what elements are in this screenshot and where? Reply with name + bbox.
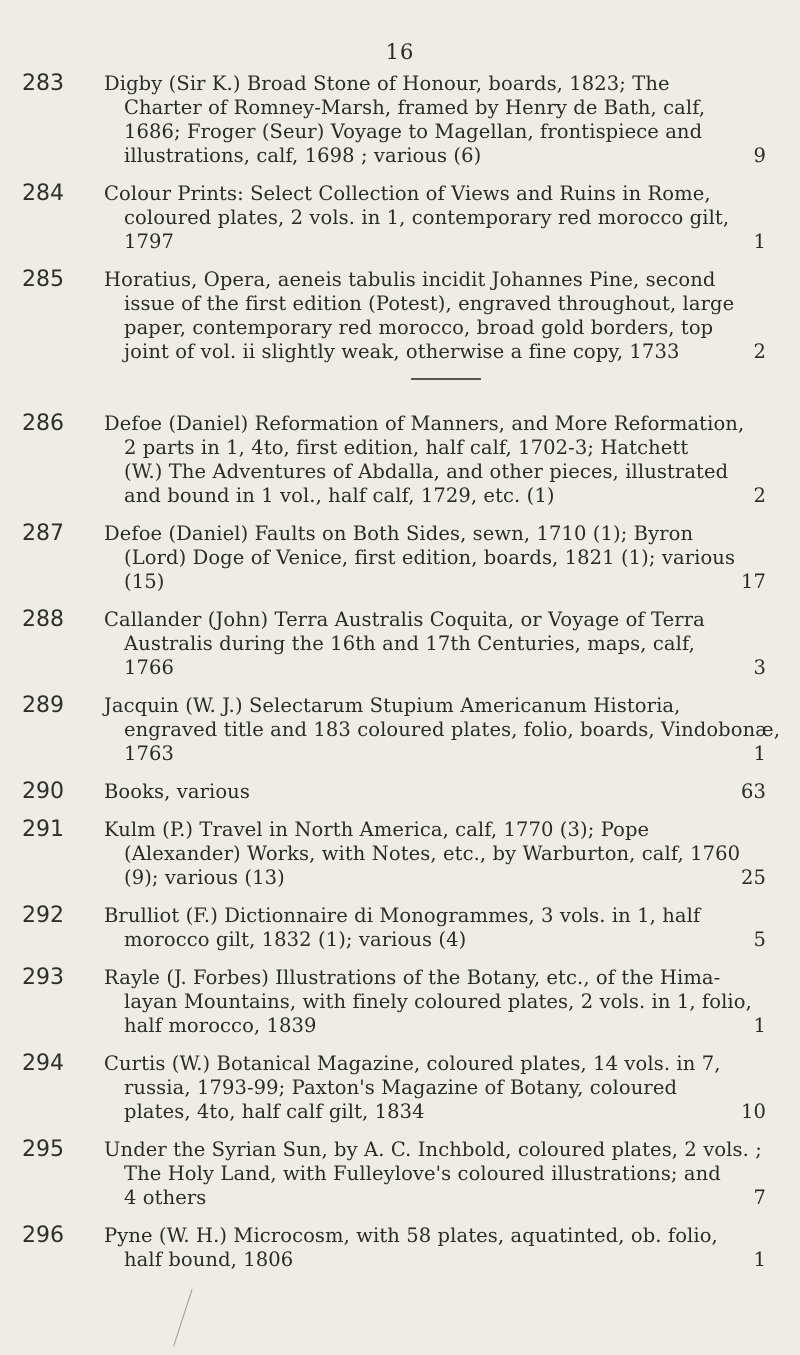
entry-last-line [104, 1014, 766, 1038]
entry-line: (9); various (13) [124, 866, 285, 889]
catalogue-entry [0, 522, 800, 594]
entry-last-line [104, 1100, 766, 1124]
entry-last-line [104, 780, 766, 804]
lot-number: 292 [22, 903, 64, 928]
entry-line: (Lord) Doge of Venice, first edition, boards, 1821 (1); various [124, 546, 736, 569]
entry-line: engraved title and 183 coloured plates, folio, boards, Vindobonæ, [124, 718, 780, 741]
entry-line: Curtis (W.) Botanical Magazine, coloured plates, 14 vols. in 7, [104, 1052, 721, 1075]
entry-line: Pyne (W. H.) Microcosm, with 58 plates, aquatinted, ob. folio, [104, 1224, 718, 1247]
item-count: 7 [753, 1186, 766, 1209]
entry-last-line [104, 570, 766, 594]
lot-number: 288 [22, 607, 64, 632]
entry-line: Defoe (Daniel) Reformation of Manners, and More Reformation, [104, 412, 745, 435]
lot-number: 293 [22, 965, 64, 990]
lot-number: 290 [22, 779, 64, 804]
entry-line: Defoe (Daniel) Faults on Both Sides, sewn, 1710 (1); Byron [104, 522, 694, 545]
entry-line: (W.) The Adventures of Abdalla, and other pieces, illustrated [124, 460, 729, 483]
entry-last-line [104, 866, 766, 890]
entry-last-line [104, 1186, 766, 1210]
entry-last-line [104, 230, 766, 254]
entry-line: Callander (John) Terra Australis Coquita, or Voyage of Terra [104, 608, 705, 631]
catalogue-entry [0, 412, 800, 508]
entry-line: morocco gilt, 1832 (1); various (4) [124, 928, 467, 951]
entry-last-line [104, 144, 766, 168]
catalogue-entries [0, 72, 800, 1286]
entry-description [104, 818, 766, 890]
entry-last-line [104, 742, 766, 766]
item-count: 1 [753, 742, 766, 765]
entry-description [104, 966, 766, 1038]
entry-description [104, 694, 780, 766]
catalogue-entry [0, 1138, 800, 1210]
entry-last-line [104, 928, 766, 952]
entry-line: joint of vol. ii slightly weak, otherwise a fine copy, 1733 [124, 340, 680, 363]
entry-group [0, 412, 800, 1272]
entry-line: Australis during the 16th and 17th Centuries, maps, calf, [124, 632, 695, 655]
entry-line: Horatius, Opera, aeneis tabulis incidit Johannes Pine, second [104, 268, 716, 291]
lot-number: 287 [22, 521, 64, 546]
entry-description [104, 182, 766, 254]
catalogue-entry [0, 966, 800, 1038]
entry-line: Rayle (J. Forbes) Illustrations of the Botany, etc., of the Hima- [104, 966, 721, 989]
entry-description [104, 72, 766, 168]
lot-number: 295 [22, 1137, 64, 1162]
catalogue-entry [0, 818, 800, 890]
entry-last-line [104, 340, 766, 364]
lot-number: 289 [22, 693, 64, 718]
entry-description [104, 268, 766, 364]
entry-line: layan Mountains, with finely coloured plates, 2 vols. in 1, folio, [124, 990, 752, 1013]
catalogue-entry [0, 1224, 800, 1272]
entry-description [104, 1138, 766, 1210]
lot-number: 286 [22, 411, 64, 436]
item-count: 3 [753, 656, 766, 679]
entry-line: Charter of Romney-Marsh, framed by Henry de Bath, calf, [124, 96, 706, 119]
entry-line: The Holy Land, with Fulleylove's coloured illustrations; and [124, 1162, 721, 1185]
item-count: 2 [753, 340, 766, 363]
item-count: 63 [740, 780, 766, 803]
entry-line: coloured plates, 2 vols. in 1, contemporary red morocco gilt, [124, 206, 730, 229]
entry-description [104, 608, 766, 680]
item-count: 2 [753, 484, 766, 507]
entry-line: Colour Prints: Select Collection of Views and Ruins in Rome, [104, 182, 711, 205]
entry-description [104, 1052, 766, 1124]
catalogue-entry [0, 268, 800, 364]
entry-line: Under the Syrian Sun, by A. C. Inchbold, coloured plates, 2 vols. ; [104, 1138, 762, 1161]
entry-line: 1766 [124, 656, 175, 679]
catalogue-entry [0, 182, 800, 254]
pencil-mark [173, 1289, 206, 1351]
entry-last-line [104, 484, 766, 508]
entry-description [104, 522, 766, 594]
entry-line: (15) [124, 570, 165, 593]
entry-line: 1763 [124, 742, 175, 765]
entry-line: Kulm (P.) Travel in North America, calf, 1770 (3); Pope [104, 818, 650, 841]
entry-line: 1686; Froger (Seur) Voyage to Magellan, frontispiece and [124, 120, 703, 143]
entry-description [104, 904, 766, 952]
entry-line: paper, contemporary red morocco, broad gold borders, top [124, 316, 714, 339]
item-count: 17 [740, 570, 766, 593]
entry-line: Books, various [104, 780, 250, 803]
entry-line: and bound in 1 vol., half calf, 1729, etc. (1) [124, 484, 555, 507]
catalogue-entry [0, 694, 800, 766]
entry-line: 2 parts in 1, 4to, first edition, half calf, 1702-3; Hatchett [124, 436, 689, 459]
entry-line: Brulliot (F.) Dictionnaire di Monogrammes, 3 vols. in 1, half [104, 904, 701, 927]
entry-last-line [104, 656, 766, 680]
entry-line: 4 others [124, 1186, 207, 1209]
entry-line: russia, 1793-99; Paxton's Magazine of Botany, coloured [124, 1076, 678, 1099]
item-count: 5 [753, 928, 766, 951]
lot-number: 294 [22, 1051, 64, 1076]
entry-line: issue of the first edition (Potest), engraved throughout, large [124, 292, 735, 315]
catalogue-entry [0, 1052, 800, 1124]
lot-number: 291 [22, 817, 64, 842]
catalogue-entry [0, 904, 800, 952]
item-count: 1 [753, 1014, 766, 1037]
entry-line: Jacquin (W. J.) Selectarum Stupium Americanum Historia, [104, 694, 681, 717]
entry-description [104, 1224, 766, 1272]
item-count: 10 [740, 1100, 766, 1123]
item-count: 1 [753, 1248, 766, 1271]
entry-last-line [104, 1248, 766, 1272]
entry-description [104, 780, 766, 804]
section-divider [411, 378, 481, 380]
entry-line: Digby (Sir K.) Broad Stone of Honour, boards, 1823; The [104, 72, 670, 95]
catalogue-entry [0, 780, 800, 804]
item-count: 25 [740, 866, 766, 889]
entry-line: plates, 4to, half calf gilt, 1834 [124, 1100, 425, 1123]
lot-number: 296 [22, 1223, 64, 1248]
lot-number: 285 [22, 267, 64, 292]
entry-line: half morocco, 1839 [124, 1014, 317, 1037]
entry-line: 1797 [124, 230, 175, 253]
entry-description [104, 412, 766, 508]
lot-number: 283 [22, 71, 64, 96]
entry-line: (Alexander) Works, with Notes, etc., by Warburton, calf, 1760 [124, 842, 741, 865]
catalogue-entry [0, 608, 800, 680]
entry-line: half bound, 1806 [124, 1248, 294, 1271]
page-number: 16 [385, 40, 415, 64]
entry-group [0, 72, 800, 364]
item-count: 1 [753, 230, 766, 253]
item-count: 9 [753, 144, 766, 167]
entry-line: illustrations, calf, 1698 ; various (6) [124, 144, 482, 167]
lot-number: 284 [22, 181, 64, 206]
catalogue-entry [0, 72, 800, 168]
